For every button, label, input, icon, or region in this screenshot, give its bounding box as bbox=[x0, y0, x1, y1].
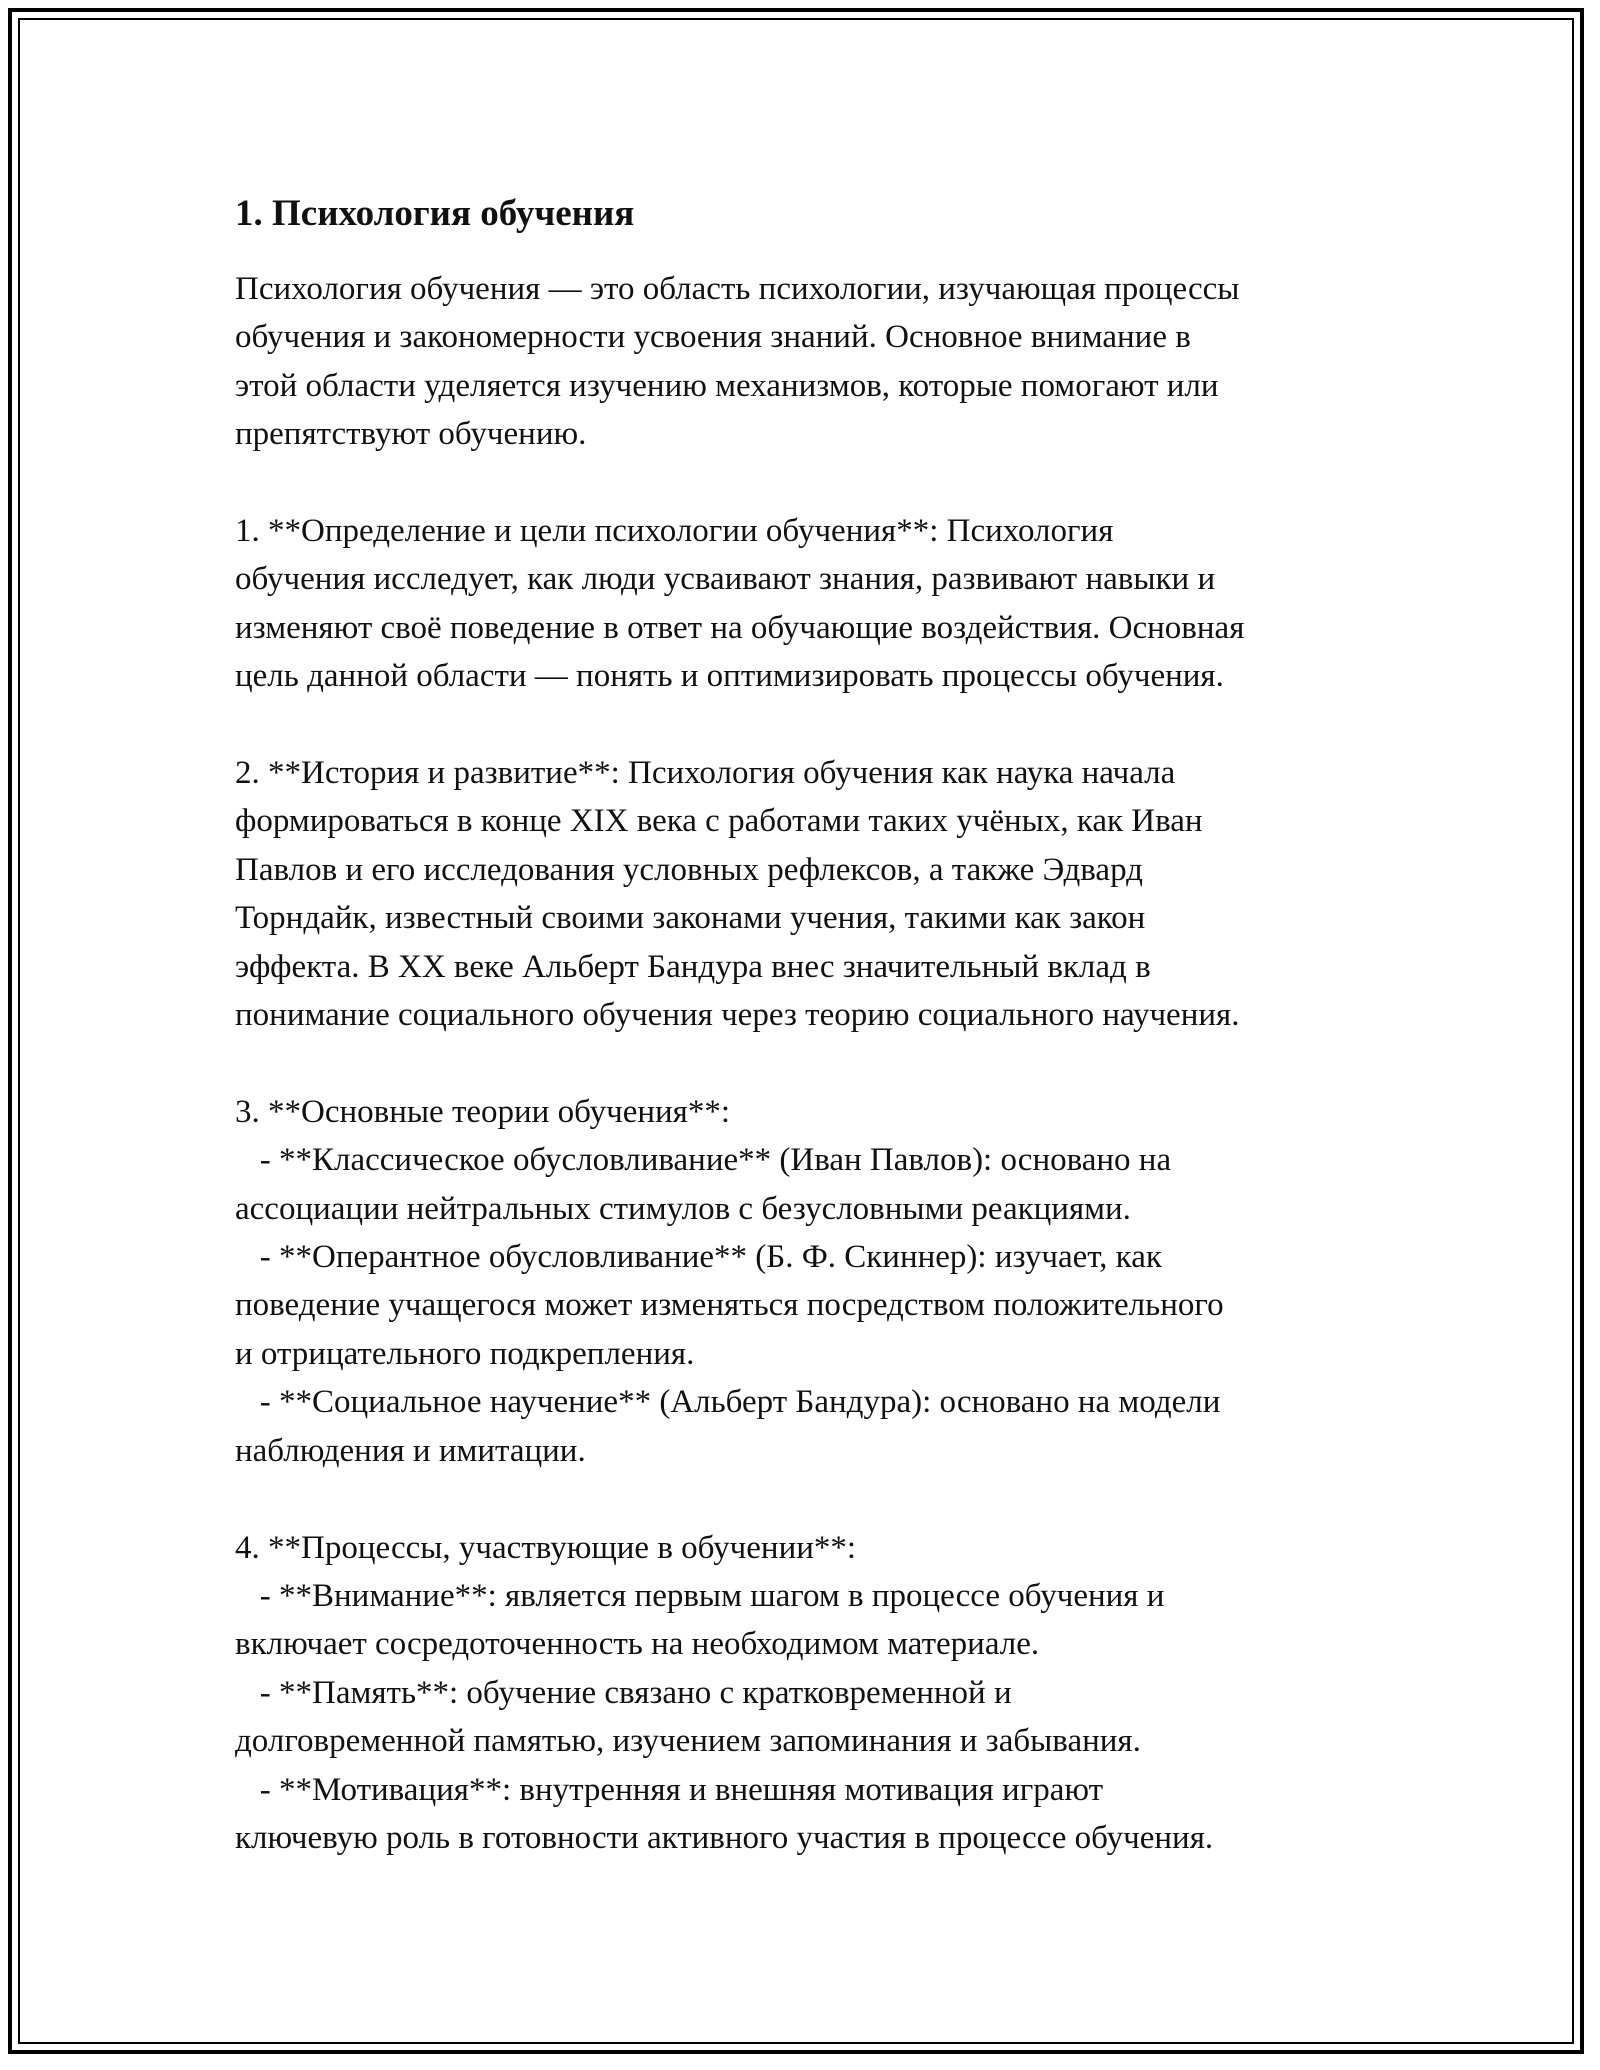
section-line: - **Оперантное обусловливание** (Б. Ф. Скиннер): изучает, как bbox=[235, 1239, 1162, 1276]
intro-line: Психология обучения — это область психологии, изучающая процессы bbox=[235, 271, 1240, 307]
section-line: включает сосредоточенность на необходимом материале. bbox=[235, 1626, 1040, 1663]
section-line: - **Внимание**: является первым шагом в процессе обучения и bbox=[235, 1577, 1165, 1614]
intro-line: обучения и закономерности усвоения знаний. Основное внимание в bbox=[235, 319, 1191, 356]
intro-line: этой области уделяется изучению механизмов, которые помогают или bbox=[235, 367, 1219, 404]
section-definition bbox=[235, 507, 1375, 701]
document-body bbox=[235, 190, 1375, 1862]
section-line: и отрицательного подкрепления. bbox=[235, 1335, 695, 1372]
section-line: эффекта. В XX веке Альберт Бандура внес значительный вклад в bbox=[235, 948, 1151, 985]
intro-line: препятствуют обучению. bbox=[235, 416, 587, 453]
section-line: Павлов и его исследования условных рефлексов, а также Эдвард bbox=[235, 851, 1143, 888]
section-line: понимание социального обучения через теорию социального научения. bbox=[235, 997, 1240, 1034]
section-line: 2. **История и развитие**: Психология обучения как наука начала bbox=[235, 755, 1176, 792]
paragraph-gap bbox=[235, 1475, 1375, 1523]
paragraph-gap bbox=[235, 701, 1375, 749]
section-line: цель данной области — понять и оптимизировать процессы обучения. bbox=[235, 658, 1224, 695]
section-line: ключевую роль в готовности активного участия в процессе обучения. bbox=[235, 1819, 1214, 1856]
document-title: 1. Психология обучения bbox=[235, 193, 635, 234]
section-line: долговременной памятью, изучением запоминания и забывания. bbox=[235, 1723, 1141, 1760]
section-line: наблюдения и имитации. bbox=[235, 1432, 586, 1469]
paragraph-gap bbox=[235, 459, 1375, 507]
section-line: изменяют своё поведение в ответ на обучающие воздействия. Основная bbox=[235, 609, 1245, 646]
section-line: формироваться в конце XIX века с работами таких учёных, как Иван bbox=[235, 803, 1203, 840]
section-line: 1. **Определение и цели психологии обучения**: Психология bbox=[235, 513, 1114, 550]
section-line: 4. **Процессы, участвующие в обучении**: bbox=[235, 1529, 857, 1566]
section-processes bbox=[235, 1524, 1375, 1863]
section-line: - **Социальное научение** (Альберт Бандура): основано на модели bbox=[235, 1384, 1221, 1421]
paragraph-gap bbox=[235, 1039, 1375, 1087]
section-line: 3. **Основные теории обучения**: bbox=[235, 1093, 731, 1130]
section-line: Торндайк, известный своими законами учения, такими как закон bbox=[235, 900, 1146, 937]
section-history bbox=[235, 749, 1375, 1039]
section-line: ассоциации нейтральных стимулов с безусловными реакциями. bbox=[235, 1190, 1131, 1227]
section-line: - **Классическое обусловливание** (Иван Павлов): основано на bbox=[235, 1142, 1172, 1179]
intro-paragraph bbox=[235, 265, 1375, 459]
section-theories bbox=[235, 1088, 1375, 1475]
section-line: - **Память**: обучение связано с кратковременной и bbox=[235, 1674, 1012, 1711]
section-line: - **Мотивация**: внутренняя и внешняя мотивация играют bbox=[235, 1771, 1104, 1808]
section-line: поведение учащегося может изменяться посредством положительного bbox=[235, 1287, 1224, 1324]
section-line: обучения исследует, как люди усваивают знания, развивают навыки и bbox=[235, 561, 1216, 598]
